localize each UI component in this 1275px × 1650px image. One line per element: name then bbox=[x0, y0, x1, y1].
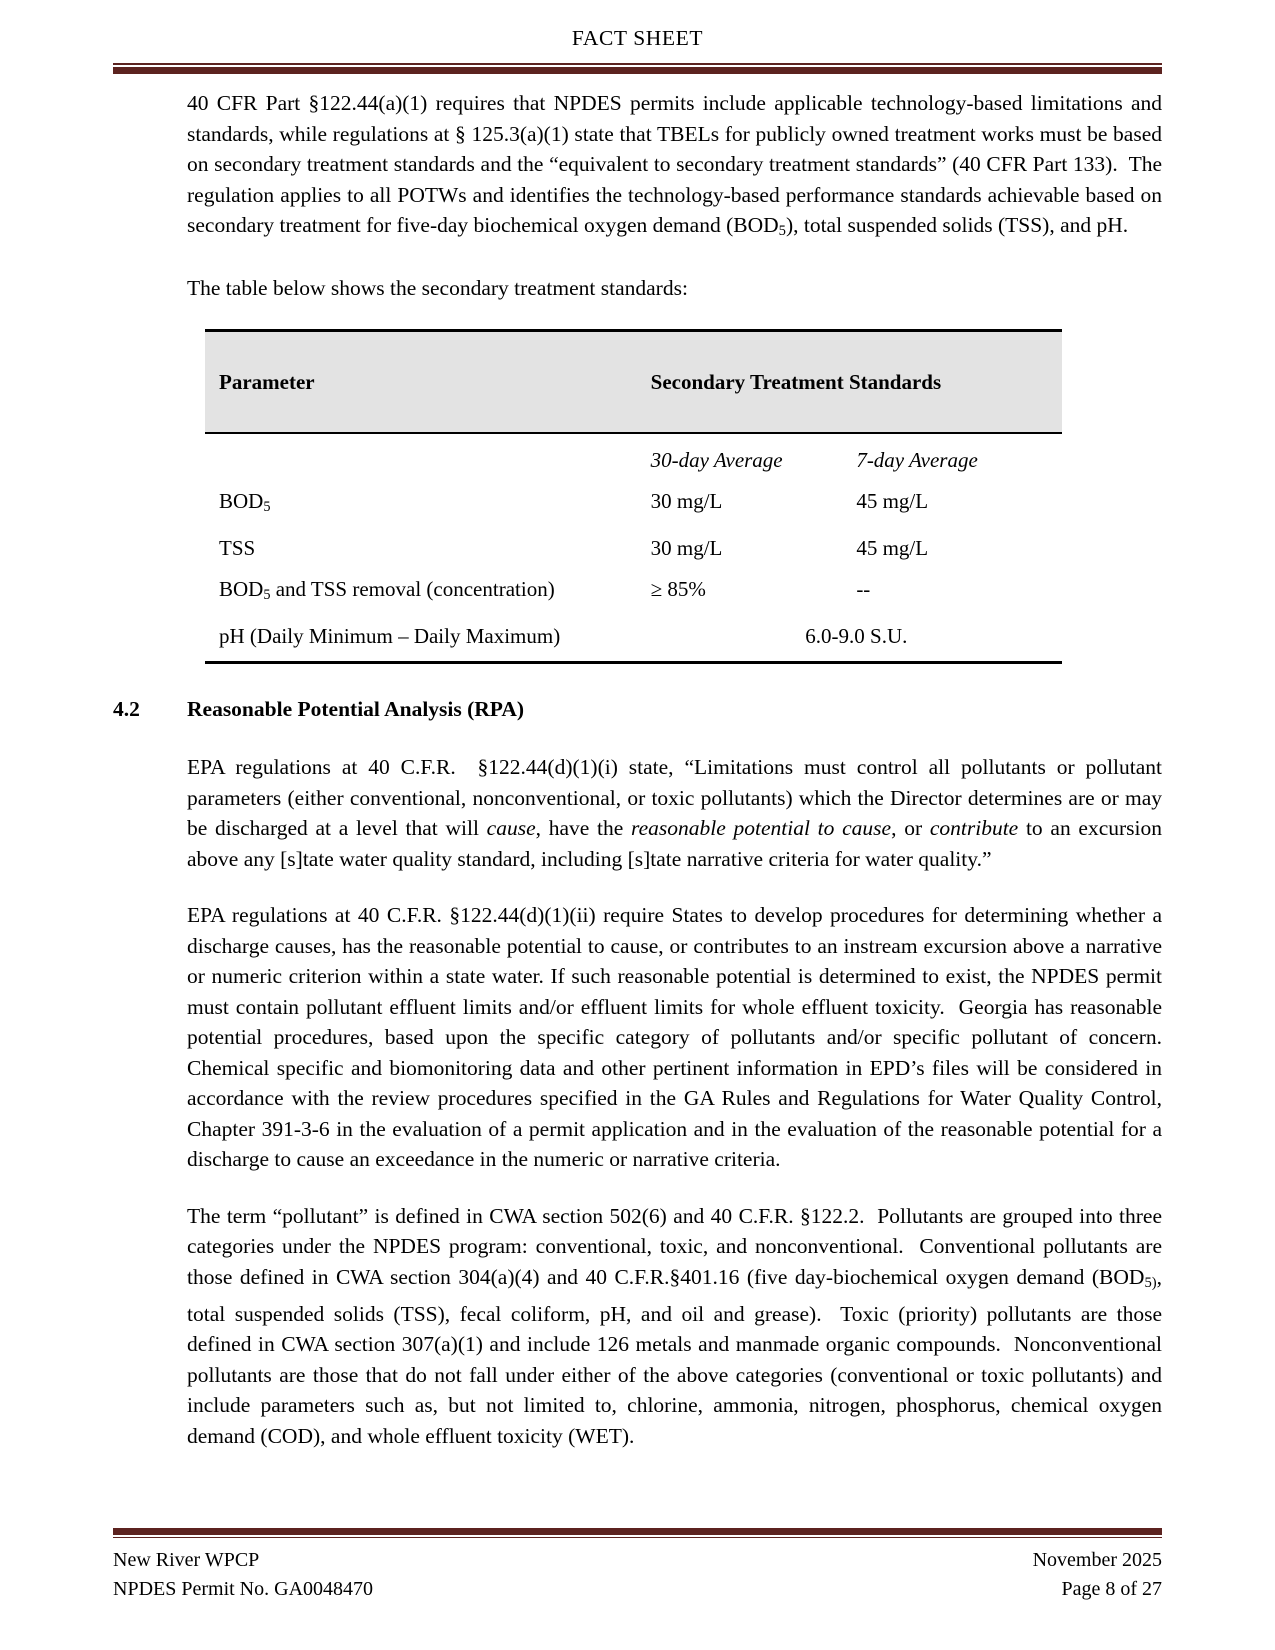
table-cell-30day: 30 mg/L bbox=[650, 536, 723, 561]
header-rule bbox=[113, 51, 1162, 74]
table-subheader-7day: 7-day Average bbox=[856, 448, 978, 473]
table-row bbox=[205, 528, 1062, 569]
table-cell-7day: 45 mg/L bbox=[856, 489, 929, 514]
footer-facility-name: New River WPCP bbox=[113, 1549, 260, 1571]
table-cell-7day: 45 mg/L bbox=[856, 536, 929, 561]
table-cell-30day: ≥ 85% bbox=[650, 577, 706, 602]
table-cell-parameter: $BOD_5$ and TSS removal (concentration) bbox=[219, 577, 555, 604]
footer-date: November 2025 bbox=[1032, 1549, 1162, 1571]
paragraph-tbel-intro: 40 CFR Part §122.44(a)(1) requires that NPDES permits include applicable technology-based limitations and standards, while regulations at § 125.3(a)(1) state that TBELs for publicly owned treatment works must be based on secondary treatment standards and the “equivalent to secondary treatment standards” (40 CFR Part 133). The regulation applies to all POTWs and identifies the technology-based performance standards achievable based on secondary treatment for five-day biochemical oxygen demand $(BOD_5)$, total suspended solids (TSS), and pH. bbox=[187, 91, 1162, 240]
table-subheader-blank bbox=[205, 433, 651, 481]
table-header-row bbox=[205, 331, 1062, 434]
footer-row-1 bbox=[113, 1546, 1162, 1575]
footer-page-number: Page 8 of 27 bbox=[1061, 1578, 1162, 1600]
secondary-treatment-table-wrapper bbox=[113, 329, 1162, 664]
table-body bbox=[205, 433, 1062, 663]
paragraph-epa-122-44-d-1-ii: EPA regulations at 40 C.F.R. §122.44(d)(1)(ii) require States to develop procedures for determining whether a discharge causes, has the reasonable potential to cause, or contributes to an instream excursion above a narrative or numeric criterion within a state water. If such reasonable potential is determined to exist, the NPDES permit must contain pollutant effluent limits and/or effluent limits for whole effluent toxicity. Georgia has reasonable potential procedures, based upon the specific category of pollutants and/or specific pollutant of concern. Chemical specific and biomonitoring data and other pertinent information in EPD’s files will be considered in accordance with the review procedures specified in the GA Rules and Regulations for Water Quality Control, Chapter 391-3-6 in the evaluation of a permit application and in the evaluation of the reasonable potential for a discharge to cause an exceedance in the numeric or narrative criteria. bbox=[187, 903, 1162, 1172]
table-row bbox=[205, 481, 1062, 528]
footer-rule-thin bbox=[113, 1537, 1162, 1538]
header-rule-thick bbox=[113, 67, 1162, 74]
section-number: 4.2 bbox=[113, 697, 140, 722]
section-heading-rpa bbox=[113, 694, 1162, 724]
page-footer bbox=[113, 1528, 1162, 1604]
table-header-parameter: Parameter bbox=[205, 331, 651, 434]
table-row bbox=[205, 569, 1062, 616]
paragraph-epa-122-44-d-1-i: EPA regulations at 40 C.F.R. §122.44(d)(1)(i) state, “Limitations must control all pollutants or pollutant parameters (either conventional, nonconventional, or toxic pollutants) which the Director determines are or may be discharged at a level that will cause, have the reasonable potential to cause, or contribute to an excursion above any [s]tate water quality standard, including [s]tate narrative criteria for water quality.” bbox=[187, 755, 1163, 871]
secondary-treatment-standards-table bbox=[205, 329, 1062, 664]
table-cell-7day: -- bbox=[856, 577, 871, 602]
table-cell-30day: 30 mg/L bbox=[650, 489, 723, 514]
table-header-standards: Secondary Treatment Standards bbox=[651, 331, 1062, 434]
table-head bbox=[205, 331, 1062, 434]
section-title: Reasonable Potential Analysis (RPA) bbox=[187, 697, 525, 722]
footer-rule bbox=[113, 1528, 1162, 1546]
footer-rule-thick bbox=[113, 1528, 1162, 1535]
table-row-ph bbox=[205, 616, 1062, 663]
page-header bbox=[0, 0, 1275, 74]
paragraph-table-intro: The table below shows the secondary treatment standards: bbox=[187, 275, 688, 300]
table-cell-ph-value: 6.0-9.0 S.U. bbox=[651, 616, 1062, 663]
table-cell-parameter: TSS bbox=[219, 536, 256, 561]
footer-row-2 bbox=[113, 1575, 1162, 1604]
paragraph-pollutant-definition: The term “pollutant” is defined in CWA section 502(6) and 40 C.F.R. §122.2. Pollutants are grouped into three categories under the NPDES program: conventional, toxic, and nonconventional. Conventional pollutants are those defined in CWA section 304(a)(4) and 40 C.F.R.§401.16 (five day-biochemical oxygen demand ($BOD_{5)}$, total suspended solids (TSS), fecal coliform, pH, and oil and grease). Toxic (priority) pollutants are those defined in CWA section 307(a)(1) and include 126 metals and manmade organic compounds. Nonconventional pollutants are those that do not fall under either of the above categories (conventional or toxic pollutants) and include parameters such as, but not limited to, chlorine, ammonia, nitrogen, phosphorus, chemical oxygen demand (COD), and whole effluent toxicity (WET). bbox=[187, 1203, 1162, 1448]
table-subheader-30day: 30-day Average bbox=[650, 448, 783, 473]
table-cell-parameter-ph: pH (Daily Minimum – Daily Maximum) bbox=[205, 616, 651, 663]
table-subheader-row bbox=[205, 433, 1062, 481]
header-title: FACT SHEET bbox=[571, 26, 704, 50]
footer-permit-number: NPDES Permit No. GA0048470 bbox=[113, 1578, 374, 1600]
document-body bbox=[113, 88, 1162, 1477]
table-cell-parameter: $BOD_5$ bbox=[219, 489, 271, 516]
